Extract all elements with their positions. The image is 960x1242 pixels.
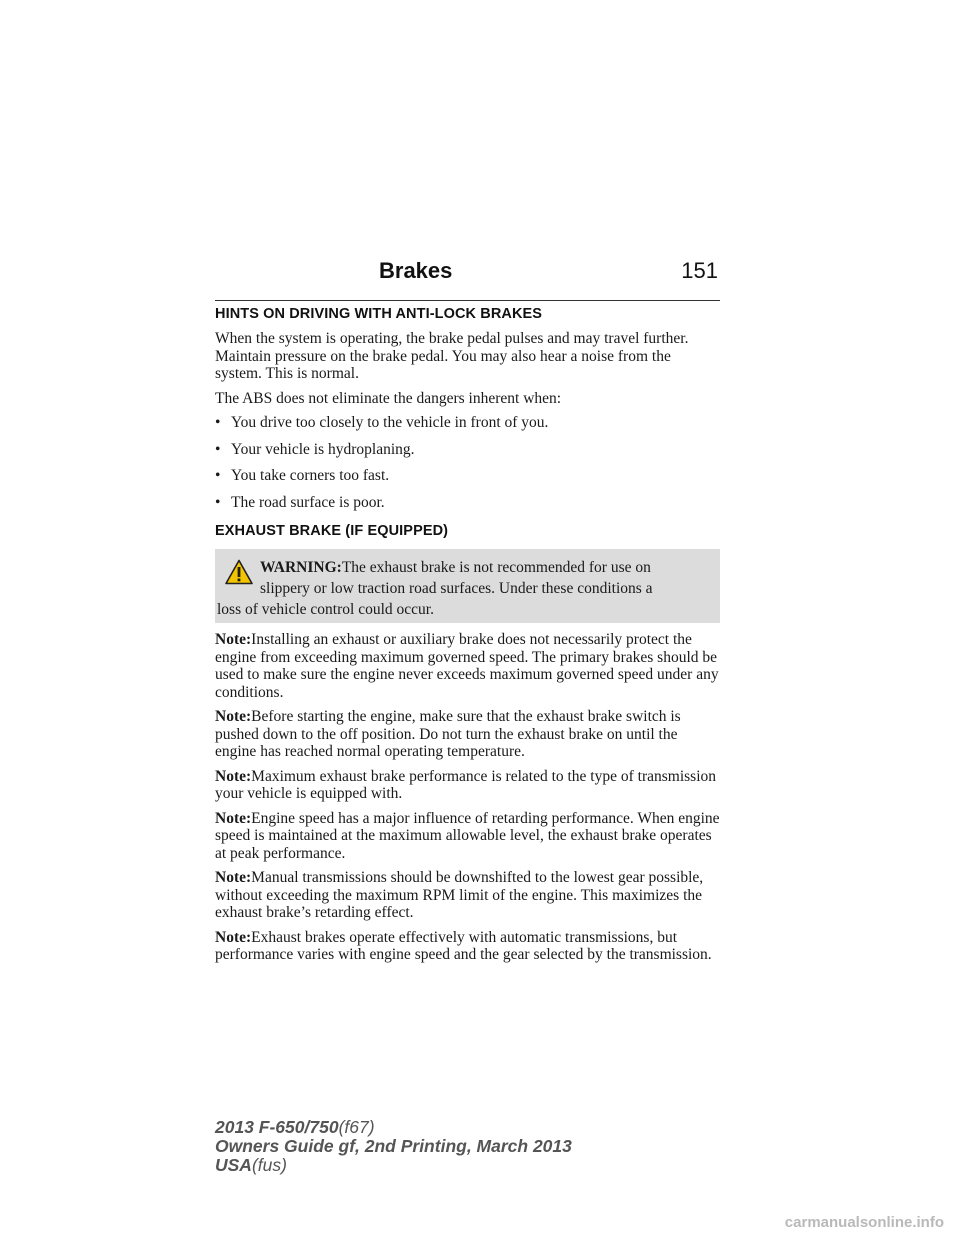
note-label: Note: [215, 928, 252, 946]
warning-line-1: The exhaust brake is not recommended for use on [341, 559, 651, 576]
note-text: Before starting the engine, make sure that the exhaust brake switch is pushed down to the off position. Do not turn the exhaust brake on until the engine has reached normal operating temperature. [215, 708, 681, 760]
watermark: carmanualsonline.info [784, 1214, 944, 1231]
footer-market: USA [215, 1155, 252, 1175]
note-paragraph [215, 810, 720, 863]
warning-triangle-icon [225, 559, 253, 585]
list-item-text: You take corners too fast. [231, 467, 390, 484]
note-label: Note: [215, 809, 252, 827]
bullet-icon: • [215, 440, 221, 458]
page-content [215, 306, 720, 971]
note-text: Engine speed has a major influence of retarding performance. When engine speed is maintained at the maximum allowable level, the exhaust brake operates at peak performance. [215, 809, 720, 862]
note-label: Note: [215, 869, 252, 886]
list-item-text: The road surface is poor. [231, 493, 385, 511]
exhaust-brake-heading: EXHAUST BRAKE (IF EQUIPPED) [215, 523, 449, 539]
note-paragraph [215, 929, 720, 964]
abs-dangers-intro: The ABS does not eliminate the dangers inherent when: [215, 389, 562, 407]
footer-model-line [215, 1118, 635, 1137]
warning-line-2: slippery or low traction road surfaces. Under these conditions a [260, 580, 653, 597]
note-text: Manual transmissions should be downshifted to the lowest gear possible, without exceeding the maximum RPM limit of the engine. This maximizes the exhaust brake’s retarding effect. [215, 869, 704, 921]
footer-market-line [215, 1156, 635, 1175]
warning-box [215, 549, 720, 623]
note-text: Installing an exhaust or auxiliary brake does not necessarily protect the engine from exceeding maximum governed speed. The primary brakes should be used to make sure the engine never exceeds maximum governed speed under any conditions. [215, 631, 719, 701]
note-text: Maximum exhaust brake performance is related to the type of transmission your vehicle is equipped with. [215, 767, 717, 802]
page-number: 151 [681, 258, 718, 283]
section-title: Brakes [379, 258, 453, 283]
bullet-icon: • [215, 493, 221, 511]
list-item [215, 467, 720, 485]
bullet-icon: • [215, 414, 221, 431]
abs-hints-heading: HINTS ON DRIVING WITH ANTI-LOCK BRAKES [215, 306, 543, 322]
footer-model-code: (f67) [338, 1117, 375, 1137]
abs-dangers-list [215, 414, 720, 511]
footer-model: 2013 F-650/750 [215, 1117, 339, 1137]
page-footer [215, 1118, 635, 1175]
warning-line-3: loss of vehicle control could occur. [217, 601, 434, 618]
note-paragraph [215, 631, 720, 701]
note-label: Note: [215, 631, 252, 648]
footer-guide: Owners Guide gf, 2nd Printing, March 2013 [215, 1136, 572, 1156]
note-label: Note: [215, 708, 252, 725]
note-label: Note: [215, 767, 252, 785]
note-paragraph [215, 768, 720, 803]
warning-label: WARNING: [260, 559, 342, 576]
list-item [215, 441, 720, 459]
note-paragraph [215, 869, 720, 922]
list-item-text: You drive too closely to the vehicle in front of you. [231, 414, 549, 431]
page-header [215, 258, 720, 301]
abs-hints-paragraph: When the system is operating, the brake pedal pulses and may travel further. Maintain pressure on the brake pedal. You may also hear a noise from the system. This is normal. [215, 330, 689, 382]
warning-text [215, 557, 714, 620]
footer-market-code: (fus) [251, 1155, 287, 1175]
list-item [215, 494, 720, 512]
list-item [215, 414, 720, 432]
bullet-icon: • [215, 467, 221, 484]
note-text: Exhaust brakes operate effectively with automatic transmissions, but performance varies with engine speed and the gear selected by the transmission. [215, 928, 712, 963]
list-item-text: Your vehicle is hydroplaning. [231, 440, 415, 458]
note-paragraph [215, 708, 720, 761]
